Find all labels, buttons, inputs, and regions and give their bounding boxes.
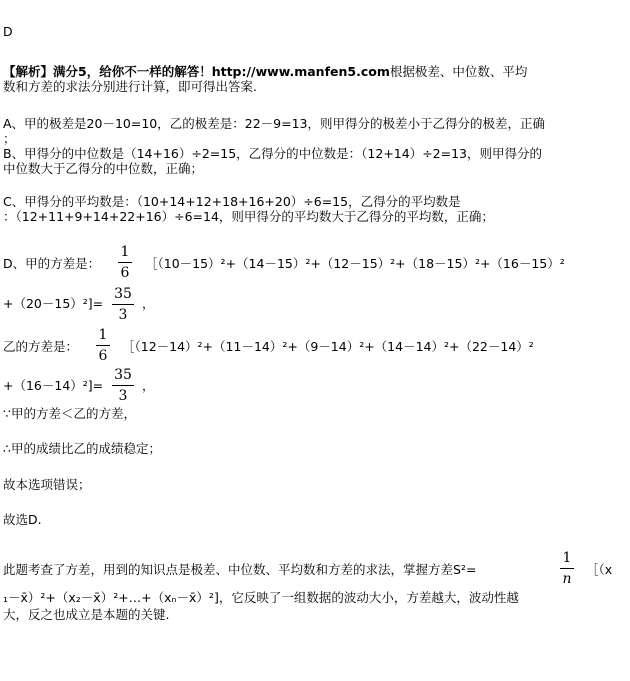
summary-fraction: 1 n [560, 549, 574, 588]
option-b-line-1: B、甲得分的中位数是（14+16）÷2=15，乙得分的中位数是：（12+14）÷2=13，则甲得分的 [3, 146, 543, 161]
jia-continuation: +（20－15）²]= [3, 296, 104, 311]
jia-result-fraction: 35 3 [112, 285, 134, 324]
analysis-line-2: 数和方差的求法分别进行计算，即可得出答案. [3, 79, 257, 94]
yi-result-fraction: 35 3 [112, 366, 134, 405]
summary-line-1b: ［（x [586, 562, 613, 577]
analysis-head-rest: 根据极差、中位数、平均 [389, 64, 528, 79]
option-c-line-2: ：（12+11+9+14+22+16）÷6=14，则甲得分的平均数大于乙得分的平均数，正确； [3, 209, 494, 224]
yi-continuation: +（16－14）²]= [3, 378, 104, 393]
yi-fraction: 1 6 [96, 326, 110, 365]
wrong-line: 故本选项错误； [3, 477, 91, 492]
because-line: ∵甲的方差＜乙的方差， [3, 406, 136, 421]
option-d-jia-label: D、甲的方差是： [3, 256, 101, 271]
yi-comma: ， [142, 378, 155, 393]
therefore-line: ∴甲的成绩比乙的成绩稳定； [3, 441, 161, 456]
analysis-line-1 [3, 64, 527, 79]
option-c-line-1: C、甲得分的平均数是：（10+14+12+18+16+20）÷6=15，乙得分的平均数是 [3, 194, 461, 209]
option-a-line-1: A、甲的极差是20－10=10，乙的极差是：22－9=13，则甲得分的极差小于乙得分的极差，正确 [3, 116, 545, 131]
choose-line: 故选D. [3, 512, 42, 527]
answer-line: D [3, 24, 13, 39]
jia-fraction: 1 6 [118, 243, 132, 282]
summary-line-1a: 此题考查了方差，用到的知识点是极差、中位数、平均数和方差的求法，掌握方差S²= [3, 562, 477, 577]
yi-terms: ［（12－14）²+（11－14）²+（9－14）²+（14－14）²+（22－14）² [122, 339, 534, 354]
option-d-yi-label: 乙的方差是： [3, 339, 79, 354]
jia-comma: ， [142, 296, 155, 311]
jia-terms: ［（10－15）²+（14－15）²+（12－15）²+（18－15）²+（16－15）² [145, 256, 565, 271]
option-a-line-2: ； [3, 131, 16, 146]
analysis-head: 【解析】满分5，给你不一样的解答！http://www.manfen5.com [3, 64, 390, 79]
summary-line-3: 大，反之也成立是本题的关键. [3, 607, 170, 622]
option-b-line-2: 中位数大于乙得分的中位数，正确； [3, 161, 204, 176]
summary-line-2: ₁－x̄）²+（x₂－x̄）²+…+（xₙ－x̄）²]，它反映了一组数据的波动大小，方差越大，波动性越 [3, 590, 519, 605]
